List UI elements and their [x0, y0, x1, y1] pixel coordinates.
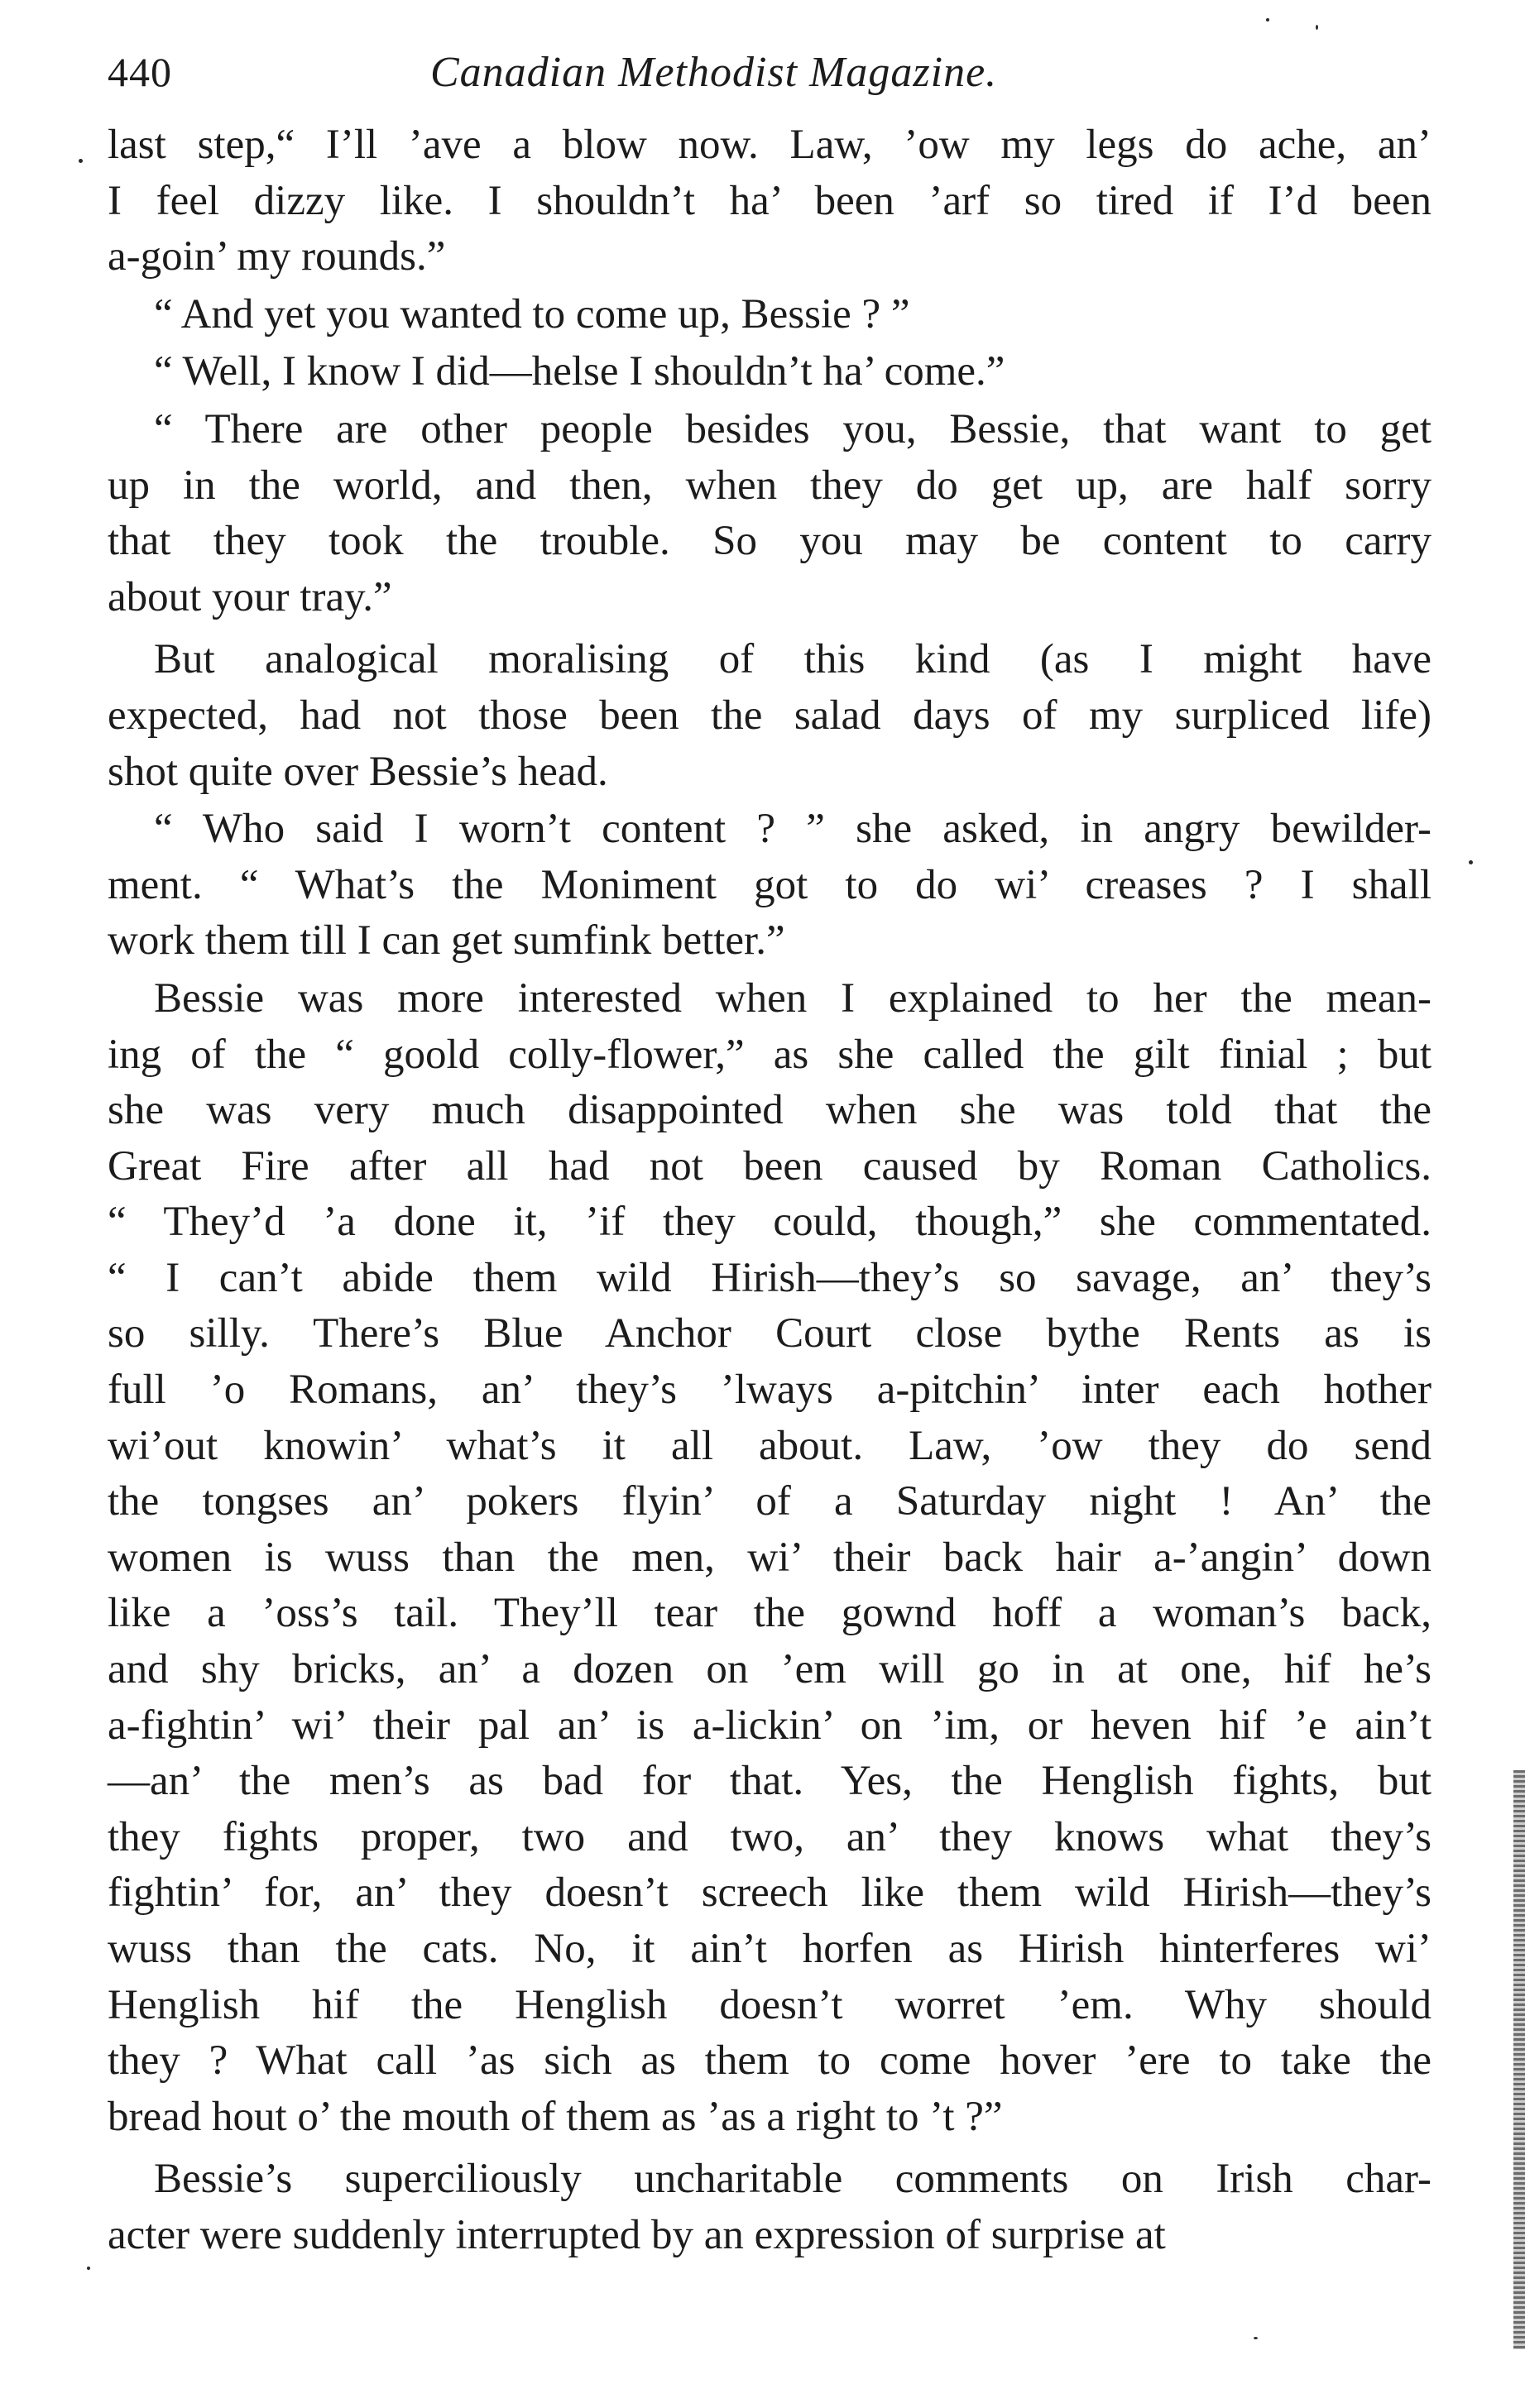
- text-line: work them till I can get sumfink better.”: [108, 917, 785, 965]
- text-line: ment. “ What’s the Moniment got to do wi’ creases ? I shall: [108, 861, 1431, 908]
- paragraph: [108, 117, 1431, 285]
- scan-speck: [1266, 18, 1269, 22]
- text-line: and shy bricks, an’ a dozen on ’em will go in at one, hif he’s: [108, 1646, 1431, 1693]
- text-line: I feel dizzy like. I shouldn’t ha’ been ’arf so tired if I’d been: [108, 177, 1431, 224]
- text-line: wuss than the cats. No, it ain’t horfen as Hirish hinterferes wi’: [108, 1926, 1431, 1972]
- text-line: like a ’oss’s tail. They’ll tear the gownd hoff a woman’s back,: [108, 1590, 1431, 1637]
- text-line: “ Well, I know I did—helse I shouldn’t ha’ come.”: [154, 348, 1005, 395]
- text-line: shot quite over Bessie’s head.: [108, 748, 608, 795]
- text-line: Bessie was more interested when I explained to her the mean-: [154, 974, 1431, 1022]
- text-line: ing of the “ goold colly-flower,” as she called the gilt finial ; but: [108, 1031, 1431, 1078]
- text-line: “ There are other people besides you, Bessie, that want to get: [154, 405, 1431, 452]
- text-line: —an’ the men’s as bad for that. Yes, the Henglish fights, but: [108, 1758, 1431, 1805]
- scan-speck: [79, 159, 83, 163]
- scan-speck: [87, 2267, 90, 2270]
- text-line: women is wuss than the men, wi’ their back hair a-’angin’ down: [108, 1534, 1431, 1581]
- text-line: acter were suddenly interrupted by an expression of surprise at: [108, 2211, 1166, 2258]
- paragraph: [108, 402, 1431, 625]
- paragraph: [108, 632, 1431, 800]
- running-title: Canadian Methodist Magazine.: [430, 49, 998, 96]
- text-line: “ They’d ’a done it, ’if they could, though,” she commentated.: [108, 1199, 1431, 1246]
- paragraph: [108, 802, 1431, 969]
- text-line: Bessie’s superciliously uncharitable comments on Irish char-: [154, 2156, 1431, 2203]
- text-line: that they took the trouble. So you may be content to carry: [108, 518, 1431, 565]
- text-line: she was very much disappointed when she was told that the: [108, 1087, 1431, 1134]
- text-line: wi’out knowin’ what’s it all about. Law, ’ow they do send: [108, 1422, 1431, 1469]
- page-number: 440: [108, 49, 172, 95]
- page-edge-binding-mark: [1513, 1770, 1525, 2349]
- scan-speck: [1469, 860, 1473, 864]
- text-line: so silly. There’s Blue Anchor Court close bythe Rents as is: [108, 1310, 1431, 1357]
- text-line: about your tray.”: [108, 573, 392, 620]
- text-line: a-fightin’ wi’ their pal an’ is a-lickin’ on ’im, or heven hif ’e ain’t: [108, 1702, 1431, 1749]
- book-page: [108, 41, 1431, 2266]
- text-line: bread hout o’ the mouth of them as ’as a right to ’t ?”: [108, 2093, 1003, 2140]
- text-line: “ I can’t abide them wild Hirish—they’s so savage, an’ they’s: [108, 1254, 1431, 1301]
- text-line: “ And yet you wanted to come up, Bessie ? ”: [154, 290, 910, 338]
- scan-speck: [1254, 2337, 1258, 2339]
- body-text: [108, 117, 1431, 2264]
- text-line: the tongses an’ pokers flyin’ of a Saturday night ! An’ the: [108, 1478, 1431, 1525]
- page-header: [108, 41, 1431, 117]
- scan-speck: [1316, 25, 1318, 30]
- text-line: fightin’ for, an’ they doesn’t screech like them wild Hirish—they’s: [108, 1869, 1431, 1917]
- text-line: “ Who said I worn’t content ? ” she asked, in angry bewilder-: [154, 806, 1431, 853]
- text-line: they ? What call ’as sich as them to come hover ’ere to take the: [108, 2037, 1431, 2085]
- paragraph: [108, 344, 1431, 400]
- text-line: a-goin’ my rounds.”: [108, 233, 446, 280]
- text-line: expected, had not those been the salad days of my surpliced life): [108, 692, 1431, 739]
- text-line: last step,“ I’ll ’ave a blow now. Law, ’ow my legs do ache, an’: [108, 122, 1431, 168]
- text-line: up in the world, and then, when they do get up, are half sorry: [108, 462, 1431, 509]
- text-line: Great Fire after all had not been caused by Roman Catholics.: [108, 1142, 1431, 1190]
- text-line: Henglish hif the Henglish doesn’t worret ’em. Why should: [108, 1981, 1431, 2028]
- text-line: full ’o Romans, an’ they’s ’lways a-pitchin’ inter each hother: [108, 1367, 1431, 1414]
- text-line: they fights proper, two and two, an’ they knows what they’s: [108, 1813, 1431, 1860]
- paragraph: [108, 2152, 1431, 2263]
- text-line: But analogical moralising of this kind (as I might have: [154, 636, 1431, 683]
- paragraph: [108, 287, 1431, 343]
- paragraph: [108, 971, 1431, 2145]
